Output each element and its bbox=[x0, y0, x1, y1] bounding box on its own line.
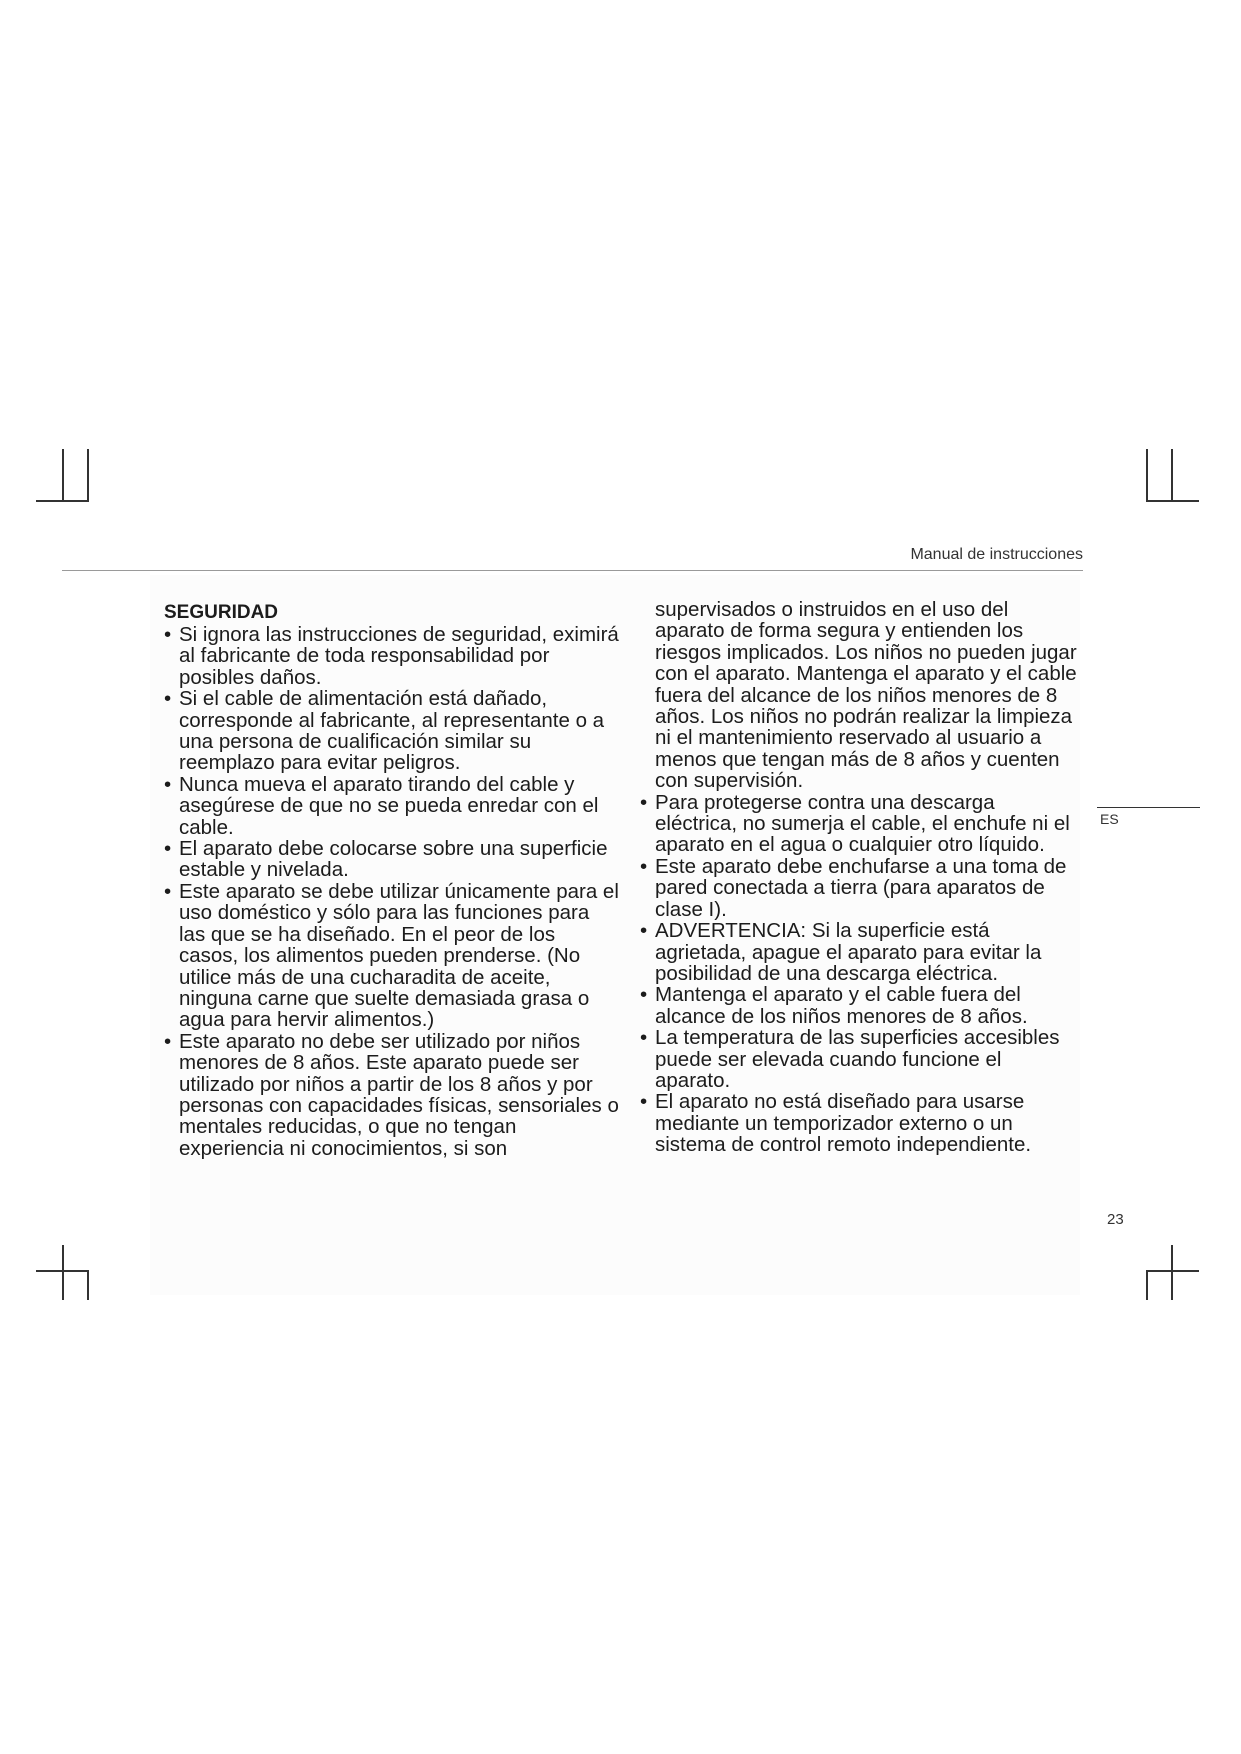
list-item: • Si ignora las instrucciones de seguridad, eximirá al fabricante de toda responsabilidad por posibles daños. bbox=[164, 624, 619, 688]
list-item: • El aparato debe colocarse sobre una superficie estable y nivelada. bbox=[164, 838, 619, 881]
language-tag: ES bbox=[1100, 811, 1119, 827]
list-item: • El aparato no está diseñado para usarse mediante un temporizador externo o un sistema de control remoto independiente. bbox=[640, 1091, 1080, 1155]
safety-list-left bbox=[164, 624, 619, 1159]
left-column bbox=[164, 602, 619, 1159]
list-item: • Este aparato no debe ser utilizado por niños menores de 8 años. Este aparato puede ser utilizado por niños a partir de los 8 años y por personas con capacidades físicas, sensoriales o mentales reducidas, o que no tengan experiencia ni conocimientos, si son bbox=[164, 1031, 619, 1159]
crop-mark-top-left-vertical-2 bbox=[62, 449, 64, 502]
list-item-continuation: supervisados o instruidos en el uso del aparato de forma segura y entienden los riesgos implicados. Los niños no pueden jugar con el aparato. Mantenga el aparato y el cable fuera del alcance de los niños menores de 8 años. Los niños no podrán realizar la limpieza ni el mantenimiento reservado al usuario a menos que tengan más de 8 años y cuenten con supervisión. bbox=[655, 598, 1077, 793]
safety-list-right bbox=[640, 792, 1080, 1156]
list-item: • Nunca mueva el aparato tirando del cable y asegúrese de que no se pueda enredar con el cable. bbox=[164, 774, 619, 838]
list-item: • Este aparato se debe utilizar únicamente para el uso doméstico y sólo para las funciones para las que se ha diseñado. En el peor de los casos, los alimentos pueden prenderse. (No utilice más de una cucharadita de aceite, ninguna carne que suelte demasiada grasa o agua para hervir alimentos.) bbox=[164, 881, 619, 1031]
language-tab-rule bbox=[1097, 807, 1200, 808]
header-divider bbox=[62, 570, 1083, 571]
crop-mark-bottom-right-vertical bbox=[1146, 1270, 1148, 1300]
right-column bbox=[640, 599, 1080, 1156]
crop-mark-top-right-vertical-2 bbox=[1171, 449, 1173, 502]
crop-mark-bottom-right-vertical-2 bbox=[1171, 1245, 1173, 1300]
crop-mark-top-left-vertical bbox=[87, 449, 89, 502]
list-item: • Este aparato debe enchufarse a una toma de pared conectada a tierra (para aparatos de clase I). bbox=[640, 856, 1080, 920]
crop-mark-top-right-vertical bbox=[1146, 449, 1148, 502]
crop-mark-bottom-left-vertical-2 bbox=[62, 1245, 64, 1300]
list-item: • Para protegerse contra una descarga eléctrica, no sumerja el cable, el enchufe ni el aparato en el agua o cualquier otro líquido. bbox=[640, 792, 1080, 856]
section-title: SEGURIDAD bbox=[164, 602, 279, 623]
manual-title: Manual de instrucciones bbox=[910, 546, 1083, 563]
crop-mark-bottom-left-vertical bbox=[87, 1270, 89, 1300]
page-number: 23 bbox=[1107, 1211, 1124, 1228]
list-item: • Si el cable de alimentación está dañado, corresponde al fabricante, al representante o a una persona de cualificación similar su reemplazo para evitar peligros. bbox=[164, 688, 619, 774]
list-item: • ADVERTENCIA: Si la superficie está agrietada, apague el aparato para evitar la posibilidad de una descarga eléctrica. bbox=[640, 920, 1080, 984]
list-item: • Mantenga el aparato y el cable fuera del alcance de los niños menores de 8 años. bbox=[640, 984, 1080, 1027]
list-item: • La temperatura de las superficies accesibles puede ser elevada cuando funcione el aparato. bbox=[640, 1027, 1080, 1091]
